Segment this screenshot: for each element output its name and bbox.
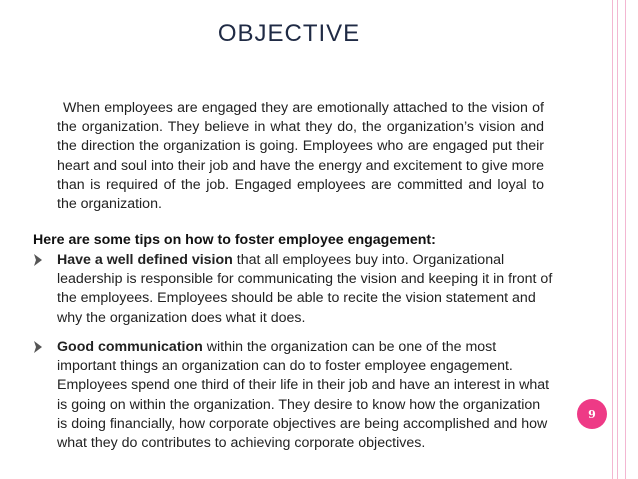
arrow-bullet-icon	[33, 340, 43, 354]
tips-heading: Here are some tips on how to foster employee engagement:	[33, 232, 436, 248]
decorative-line	[617, 0, 618, 479]
intro-paragraph	[57, 99, 544, 214]
intro-paragraph-text: When employees are engaged they are emotionally attached to the vision of the organization. They believe in what they do, the organization’s vision and the direction the organization is going. Employees who are engaged put their heart and soul into their job and have the energy and excitement to give more than is required of the job. Engaged employees are committed and loyal to the organization.	[57, 100, 544, 213]
decorative-line	[612, 0, 613, 479]
bullet-item	[33, 338, 553, 453]
bullet-lead: Have a well defined vision	[57, 252, 233, 268]
bullet-lead: Good communication	[57, 339, 203, 355]
page-number-badge: 9	[577, 399, 607, 429]
arrow-bullet-icon	[33, 253, 43, 267]
bullet-item	[33, 251, 553, 328]
slide-title: OBJECTIVE	[217, 20, 361, 47]
bullet-text: within the organization can be one of the most important things an organization can do to foster employee engagement. Employees spend one third of their life in their job and have an interest in what is going on within the organization. They desire to know how the organization is doing financially, how corporate objectives are being accomplished and how what they do contributes to achieving corporate objectives.	[57, 339, 550, 452]
decorative-line	[625, 0, 626, 479]
bullet-text: that all employees buy into. Organizational leadership is responsible for communicating the vision and keeping it in front of the employees. Employees should be able to recite the vision statement and why the organization does what it does.	[57, 252, 553, 326]
